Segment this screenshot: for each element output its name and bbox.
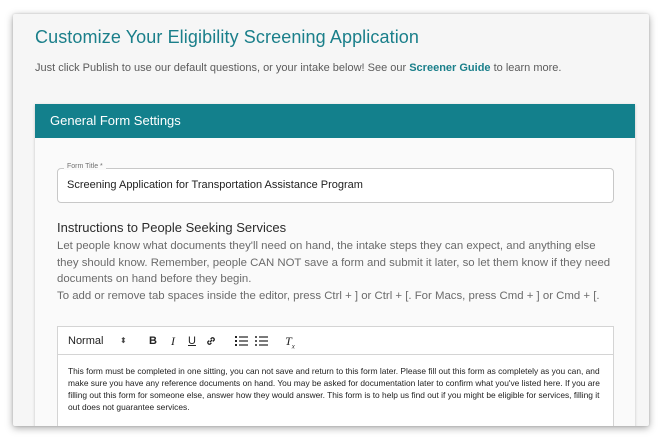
- ordered-list-icon-svg: [235, 335, 248, 347]
- editor-content[interactable]: This form must be completed in one sitting, you can not save and return to this form later. Please fill out this form as completely as you can, and make sure you have any reference documents on hand. You may be asked for documentation later to confirm what you've listed here. If you are filling out this form for someone else, answer how they would answer. This form is to help us find out if you might be eligible for services, filling it out does not guarantee services.: [68, 366, 600, 412]
- editor-toolbar: [58, 327, 613, 355]
- select-arrows-icon: ⬍: [120, 336, 127, 345]
- section-body: [35, 138, 635, 426]
- ordered-list-icon[interactable]: [234, 327, 248, 355]
- form-title-label: Form Title *: [64, 163, 106, 170]
- rich-text-editor: [57, 326, 614, 426]
- bold-icon[interactable]: B: [149, 335, 157, 347]
- instructions-text: [57, 238, 617, 304]
- link-icon-svg: [205, 335, 217, 347]
- bullet-list-icon-svg: [255, 335, 268, 347]
- format-select[interactable]: [68, 327, 130, 355]
- section-header: General Form Settings: [35, 104, 635, 138]
- underline-icon[interactable]: U: [188, 335, 196, 347]
- subtitle-text-after: to learn more.: [490, 62, 562, 74]
- instructions-paragraph-2: To add or remove tab spaces inside the editor, press Ctrl + ] or Ctrl + [. For Macs, press Cmd + ] or Cmd + [.: [57, 289, 600, 302]
- form-title-input[interactable]: Screening Application for Transportation Assistance Program: [67, 179, 363, 191]
- italic-icon[interactable]: I: [171, 334, 175, 348]
- screener-guide-link[interactable]: Screener Guide: [409, 62, 491, 74]
- clear-formatting-x: x: [291, 342, 295, 351]
- general-form-settings-section: [35, 104, 635, 426]
- subtitle-text-before: Just click Publish to use our default questions, or your intake below! See our: [35, 62, 410, 74]
- page-subtitle: [35, 62, 561, 74]
- bullet-list-icon[interactable]: [254, 327, 268, 355]
- page-title: Customize Your Eligibility Screening Application: [35, 27, 420, 47]
- form-title-field[interactable]: [57, 163, 614, 203]
- format-select-value: Normal: [68, 335, 104, 347]
- instructions-paragraph-1: Let people know what documents they'll need on hand, the intake steps they can expect, and anything else they should know. Remember, people CAN NOT save a form and submit it later, so let them know if they need documents on hand before they begin.: [57, 240, 611, 285]
- clear-formatting-glyph: T: [285, 334, 292, 348]
- customize-screening-card: [13, 14, 649, 426]
- link-icon[interactable]: [204, 327, 218, 355]
- clear-formatting-icon[interactable]: [283, 327, 297, 355]
- instructions-heading: Instructions to People Seeking Services: [57, 220, 287, 235]
